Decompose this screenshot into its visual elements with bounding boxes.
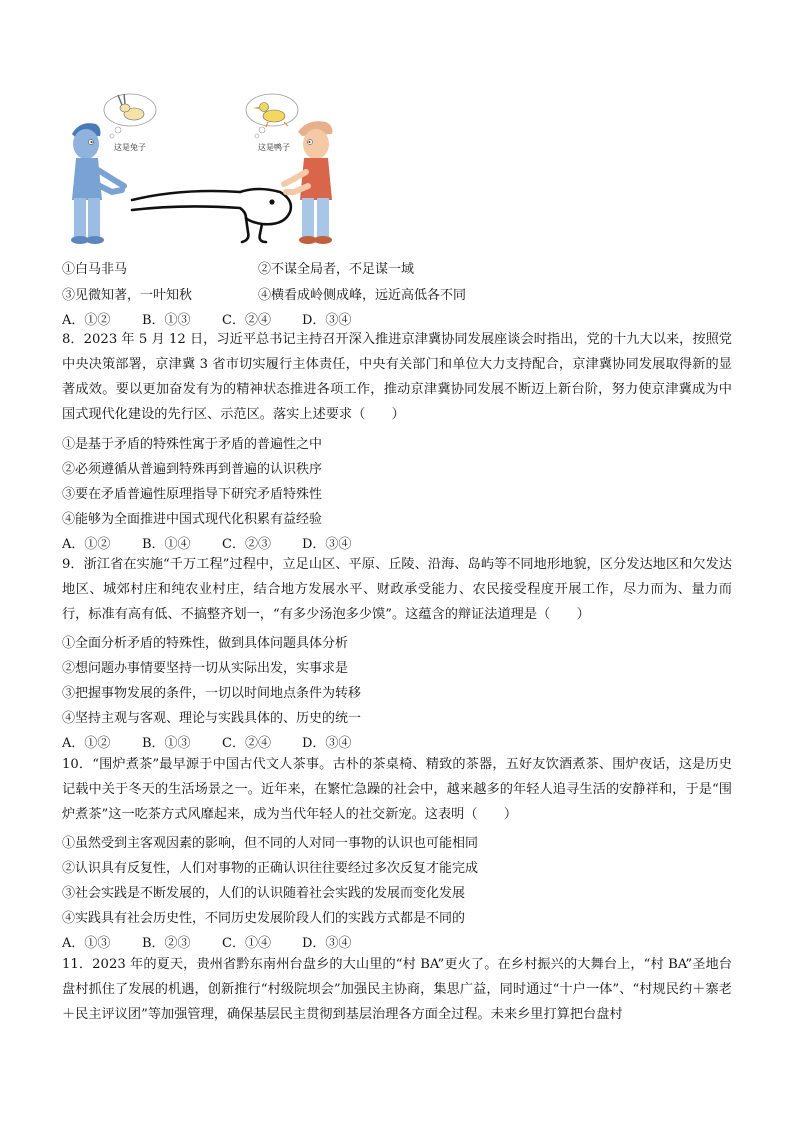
q9-answer-choices — [62, 732, 351, 751]
q10-stem: 10．“围炉煮茶”最早源于中国古代文人茶事。古朴的茶桌椅、精致的茶器，五好友饮酒煮茶、围炉夜话，这是历史记载中关于冬天的生活场景之一。近年来，在繁忙急躁的社会中，越来越多的年轻人追寻生活的安静祥和，于是“围炉煮茶”这一吃茶方式风靡起来，成为当代年轻人的社交新宠。这表明（ ） — [62, 757, 732, 822]
q10-answer-c[interactable]: C．①④ — [222, 936, 271, 951]
q10-item-1: ①虽然受到主客观因素的影响，但不同的人对同一事物的认识也可能相同 — [62, 836, 479, 851]
q10-item-3: ③社会实践是不断发展的，人们的认识随着社会实践的发展而变化发展 — [62, 886, 466, 901]
q7-answer-b[interactable]: B．①③ — [142, 313, 191, 328]
q8-item-1: ①是基于矛盾的特殊性寓于矛盾的普遍性之中 — [62, 437, 323, 452]
q7-answer-a[interactable]: A．①② — [62, 313, 111, 328]
q8-item-2: ②必须遵循从普遍到特殊再到普遍的认识秩序 — [62, 462, 323, 477]
left-caption: 这是兔子 — [114, 143, 146, 152]
rabbit-duck-illustration — [62, 92, 362, 250]
q8-stem: 8．2023 年 5 月 12 日，习近平总书记主持召开深入推进京津冀协同发展座谈会时指出，党的十九大以来，按照党中央决策部署，京津冀 3 省市切实履行主体责任，中央有关部门和单位大力支持配合，京津冀协同发展取得新的显著成效。要以更加奋发有为的精神状态推进各项工作，推动京津冀协同发展不断迈上新台阶，努力使京津冀成为中国式现代化建设的先行区、示范区。落实上述要求（ ） — [62, 332, 732, 422]
q7-option-2: ②不谋全局者，不足谋一域 — [258, 262, 415, 277]
q7-option-4: ④横看成岭侧成峰，远近高低各不同 — [258, 288, 467, 303]
q8-answer-c[interactable]: C．②③ — [222, 537, 271, 552]
q8-answer-b[interactable]: B．①④ — [142, 537, 191, 552]
left-thought-bubble — [104, 94, 156, 138]
q9-item-2: ②想问题办事情要坚持一切从实际出发，实事求是 — [62, 661, 349, 676]
q10-answer-d[interactable]: D．③④ — [302, 936, 352, 951]
q9-item-3: ③把握事物发展的条件，一切以时间地点条件为转移 — [62, 686, 362, 701]
q9-answer-d[interactable]: D．③④ — [302, 736, 352, 751]
q9-answer-a[interactable]: A．①② — [62, 736, 111, 751]
q10-item-2: ②认识具有反复性，人们对事物的正确认识往往要经过多次反复才能完成 — [62, 861, 479, 876]
rabbit-duck-figure — [132, 189, 291, 242]
q9-stem: 9．浙江省在实施“千万工程”过程中，立足山区、平原、丘陵、沿海、岛屿等不同地形地貌，区分发达地区和欠发达地区、城郊村庄和纯农业村庄，结合地方发展水平、财政承受能力、农民接受程度开展工作，尽力而为、量力而行，标准有高有低、不搞整齐划一，“有多少汤泡多少馍”。这蕴含的辩证法道理是（ ） — [62, 557, 732, 622]
q10-answer-choices — [62, 932, 351, 951]
q10-item-4: ④实践具有社会历史性，不同历史发展阶段人们的实践方式都是不同的 — [62, 911, 466, 926]
q10-answer-a[interactable]: A．①③ — [62, 936, 111, 951]
q10-answer-b[interactable]: B．②③ — [142, 936, 191, 951]
right-person-figure — [284, 121, 332, 244]
q8-answer-d[interactable]: D．③④ — [302, 537, 352, 552]
q9-item-4: ④坚持主观与客观、理论与实践具体的、历史的统一 — [62, 711, 362, 726]
right-thought-bubble — [246, 94, 298, 138]
q7-answer-c[interactable]: C．②④ — [222, 313, 271, 328]
q11-stem: 11．2023 年的夏天，贵州省黔东南州台盘乡的大山里的“村 BA”更火了。在乡村振兴的大舞台上，“村 BA”圣地台盘村抓住了发展的机遇，创新推行“村级院坝会”加强民主协商，集思广益，同时通过“十户一体”、“村规民约＋寨老＋民主评议团”等加强管理，确保基层民主贯彻到基层治理各方面全过程。未来乡里打算把台盘村 — [62, 957, 732, 1022]
q8-item-3: ③要在矛盾普遍性原理指导下研究矛盾特殊性 — [62, 487, 323, 502]
right-caption: 这是鸭子 — [258, 143, 290, 152]
q9-item-1: ①全面分析矛盾的特殊性，做到具体问题具体分析 — [62, 636, 349, 651]
left-person-figure — [71, 123, 124, 244]
q9-answer-b[interactable]: B．①③ — [142, 736, 191, 751]
q8-answer-a[interactable]: A．①② — [62, 537, 111, 552]
q7-answer-d[interactable]: D．③④ — [302, 313, 352, 328]
q8-answer-choices — [62, 533, 351, 552]
q8-item-4: ④能够为全面推进中国式现代化积累有益经验 — [62, 512, 323, 527]
q7-answer-choices — [62, 309, 351, 328]
q9-answer-c[interactable]: C．②④ — [222, 736, 271, 751]
q7-option-3: ③见微知著，一叶知秋 — [62, 288, 193, 303]
q7-option-1: ①白马非马 — [62, 262, 128, 277]
